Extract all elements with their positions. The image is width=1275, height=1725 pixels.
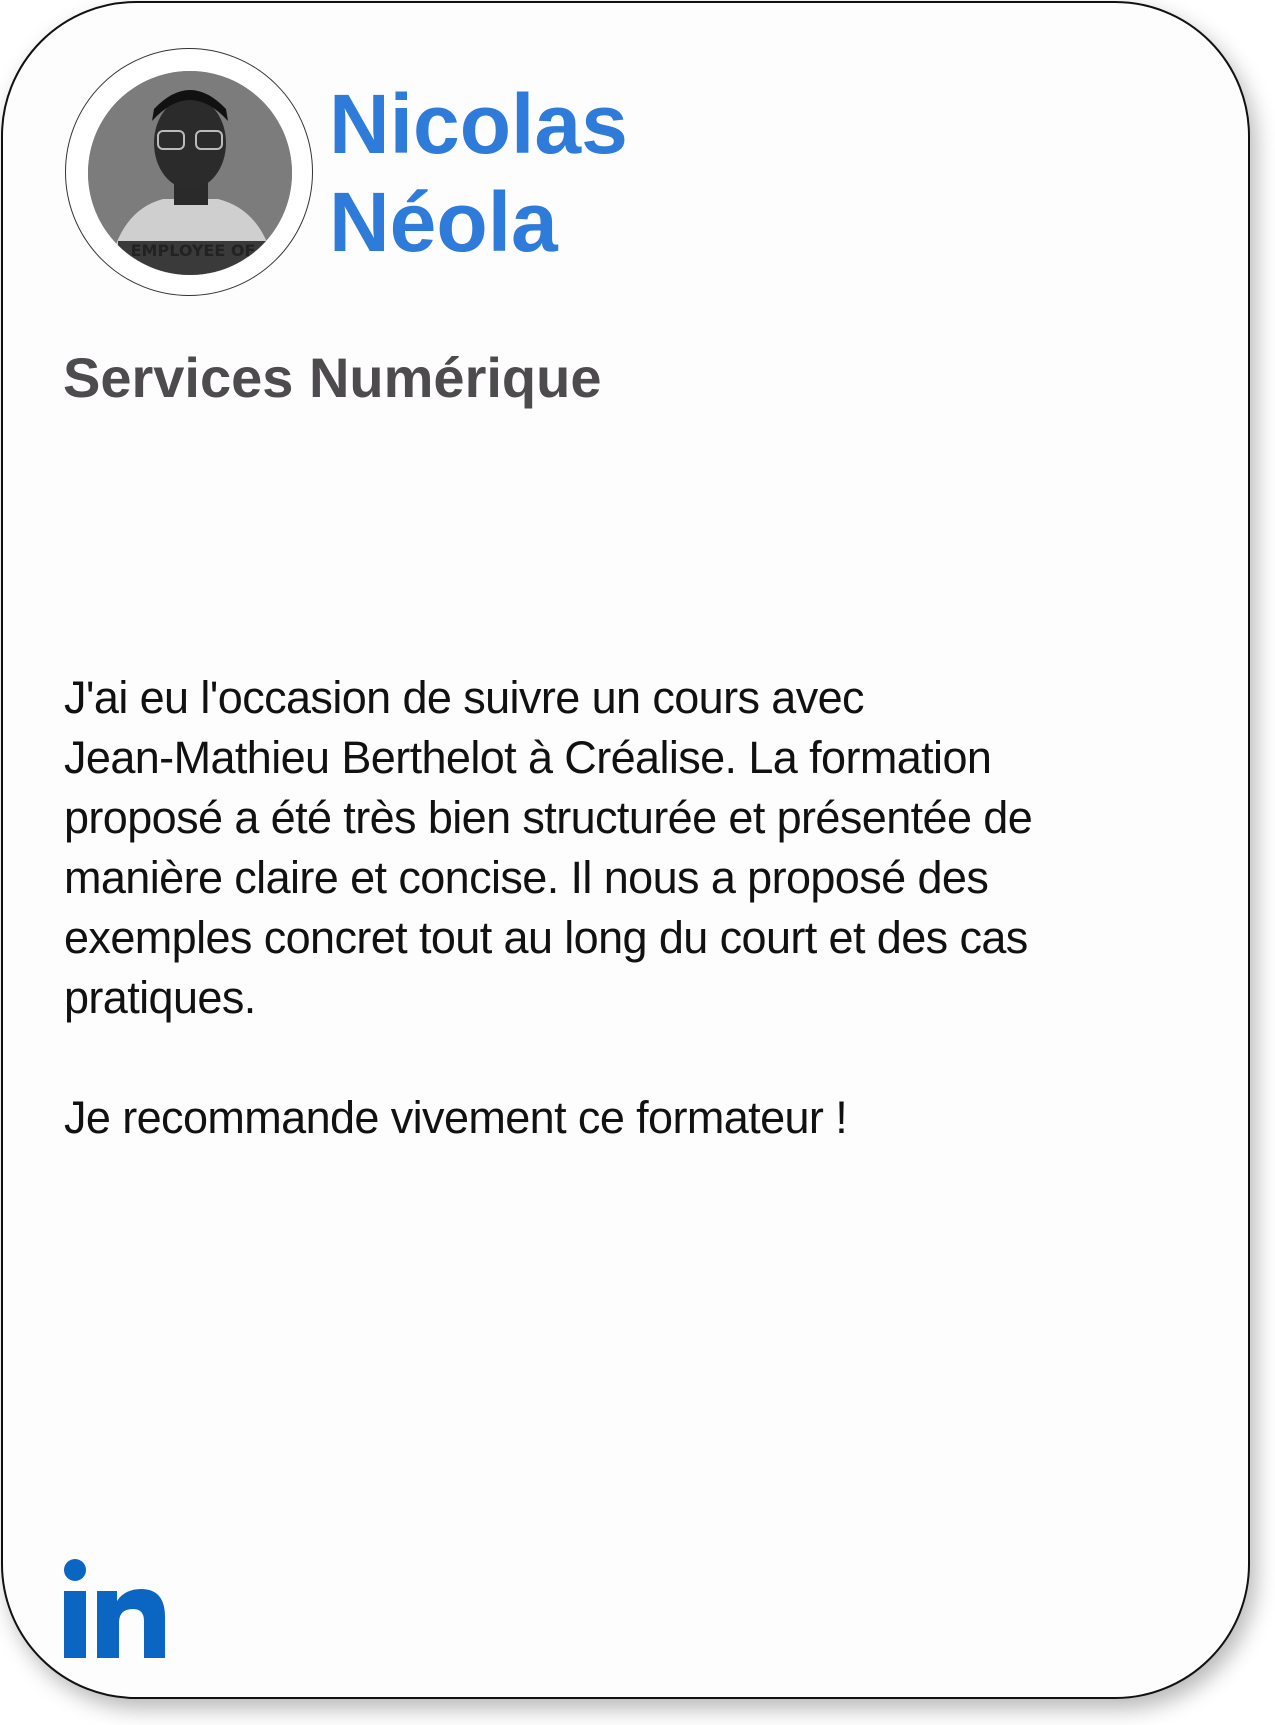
review-line: pratiques.: [64, 972, 256, 1023]
testimonial-card: [1, 1, 1250, 1699]
linkedin-icon[interactable]: [63, 1559, 167, 1659]
review-line: Jean-Mathieu Berthelot à Créalise. La formation: [64, 732, 992, 783]
company-name: Services Numérique: [63, 346, 602, 409]
review-text: [64, 668, 1032, 1148]
paragraph-gap: [64, 1028, 1032, 1088]
review-line: manière claire et concise. Il nous a proposé des: [64, 852, 989, 903]
last-name: Néola: [329, 175, 558, 269]
review-line: J'ai eu l'occasion de suivre un cours avec: [64, 672, 864, 723]
shirt-text: EMPLOYEE OF: [130, 241, 256, 260]
avatar: [88, 71, 292, 275]
first-name: Nicolas: [329, 77, 628, 171]
review-line: proposé a été très bien structurée et présentée de: [64, 792, 1033, 843]
avatar-frame: [65, 48, 313, 296]
reviewer-name: [329, 75, 628, 271]
review-line: exemples concret tout au long du court et des cas: [64, 912, 1028, 963]
review-closing: Je recommande vivement ce formateur !: [64, 1092, 848, 1143]
